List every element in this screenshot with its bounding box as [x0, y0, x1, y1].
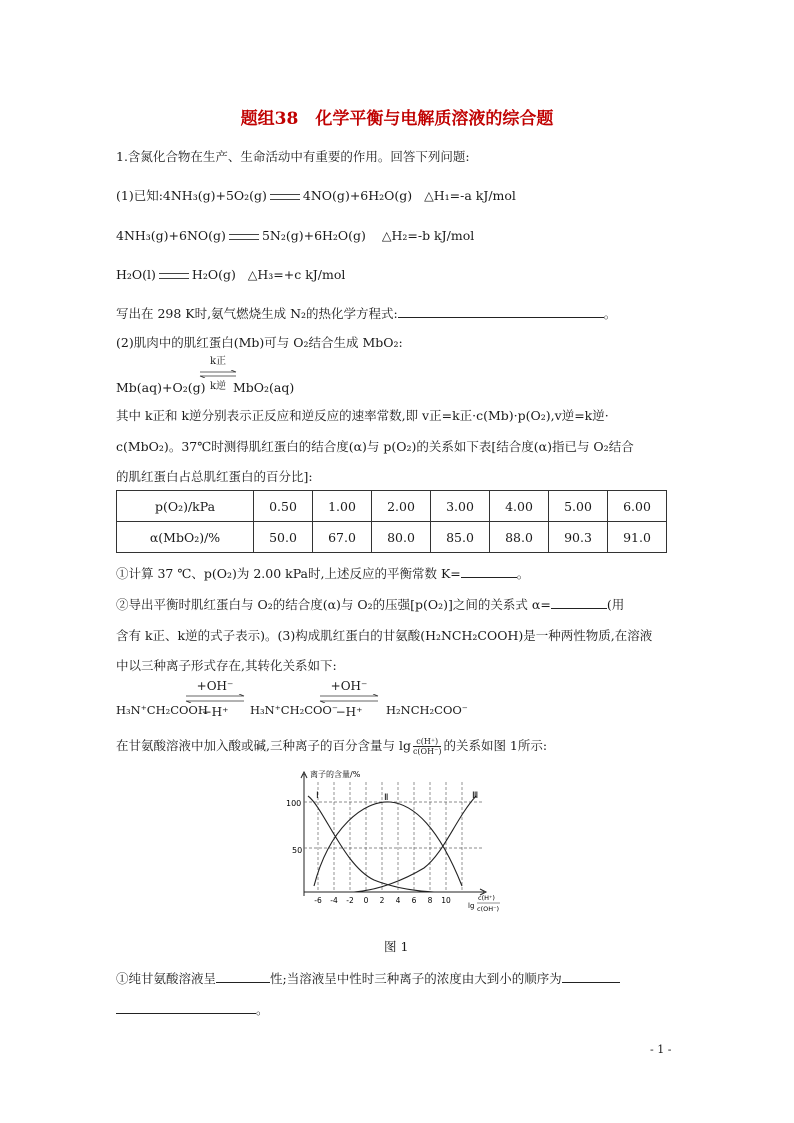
fraction-numerator: c(H⁺)	[413, 737, 441, 747]
answer-blank[interactable]	[461, 565, 517, 578]
sub-question-3-line-2	[116, 1000, 269, 1018]
arrow-bottom-label: −H⁺	[335, 705, 363, 719]
sub-question-3	[116, 969, 620, 987]
x-axis-label-denominator: c(OH⁻)	[477, 905, 500, 913]
table-cell: 2.00	[372, 491, 431, 522]
sub-question-2-line-2: 含有 k正、k逆的式子表示)。(3)构成肌红蛋白的甘氨酸(H₂NCH₂COOH)是一种两性物质,在溶液	[116, 628, 653, 643]
curve-I	[308, 796, 434, 892]
curve-label: Ⅰ	[316, 791, 319, 801]
equation-4-left: Mb(aq)+O₂(g)	[116, 380, 206, 395]
equation-2	[116, 228, 474, 243]
table-cell: 50.0	[254, 522, 313, 553]
table-cell: 3.00	[431, 491, 490, 522]
sub-question-2	[116, 595, 624, 613]
table-cell: 85.0	[431, 522, 490, 553]
table-header-cell: p(O₂)/kPa	[117, 491, 254, 522]
k-forward-label: k正	[209, 356, 227, 367]
equilibrium-arrows-icon	[184, 694, 246, 703]
answer-blank[interactable]	[116, 1001, 256, 1014]
table-cell: 4.00	[490, 491, 549, 522]
x-tick-label: -2	[346, 896, 354, 905]
ion-1: H₃N⁺CH₂COOH	[116, 703, 208, 717]
x-axis-label-prefix: lg	[468, 902, 475, 910]
paragraph-line-1: 其中 k正和 k逆分别表示正反应和逆反应的速率常数,即 v正=k正·c(Mb)·p(O₂),v逆=k逆·	[116, 408, 609, 423]
equation-2-enthalpy: △H₂=-b kJ/mol	[381, 228, 475, 243]
y-tick-label: 100	[286, 799, 302, 808]
x-tick-label: 10	[441, 896, 451, 905]
sub-question-2-tail: (用	[606, 597, 625, 612]
period: 。	[256, 1002, 269, 1017]
x-tick-label: 6	[411, 896, 417, 905]
x-tick-label: 8	[427, 896, 433, 905]
conversion-arrow-1	[184, 680, 246, 718]
table-cell: 1.00	[313, 491, 372, 522]
part-2-intro: (2)肌肉中的肌红蛋白(Mb)可与 O₂结合生成 MbO₂:	[116, 335, 403, 350]
figure-intro-tail: 的关系如图 1所示:	[443, 738, 548, 753]
equation-3-enthalpy: △H₃=+c kJ/mol	[247, 267, 346, 282]
grid-lines	[304, 782, 484, 892]
answer-blank[interactable]	[551, 596, 607, 609]
equation-3	[116, 267, 345, 282]
equation-4-right: MbO₂(aq)	[233, 380, 295, 395]
table-cell: 88.0	[490, 522, 549, 553]
part-1-label: (1)已知:	[116, 188, 163, 203]
arrow-top-label: +OH⁻	[330, 679, 368, 693]
table-cell: 80.0	[372, 522, 431, 553]
arrow-top-label: +OH⁻	[196, 679, 234, 693]
fraction-denominator: c(OH⁻)	[412, 747, 442, 756]
paragraph-line-2: c(MbO₂)。37℃时测得肌红蛋白的结合度(α)与 p(O₂)的关系如下表[结合度(α)指已与 O₂结合	[116, 439, 634, 454]
x-tick-label: -6	[314, 896, 322, 905]
paragraph-line-3: 的肌红蛋白占总肌红蛋白的百分比]:	[116, 469, 313, 484]
sub-question-3-text: ①纯甘氨酸溶液呈	[116, 971, 217, 986]
ion-2: H₃N⁺CH₂COO⁻	[250, 703, 338, 717]
x-tick-label: 2	[379, 896, 385, 905]
curve-label: Ⅲ	[472, 791, 479, 801]
table-cell: 67.0	[313, 522, 372, 553]
sub-question-1-text: ①计算 37 ℃、p(O₂)为 2.00 kPa时,上述反应的平衡常数 K=	[116, 566, 461, 581]
equals-sign	[270, 194, 300, 200]
page-title: 题组38 化学平衡与电解质溶液的综合题	[240, 109, 554, 129]
curve-III	[354, 796, 476, 892]
curve-label: Ⅱ	[384, 793, 389, 803]
x-tick-label: 0	[363, 896, 369, 905]
answer-blank[interactable]	[216, 970, 270, 983]
table-cell: 91.0	[608, 522, 667, 553]
question-1-intro: 1.含氮化合物在生产、生命活动中有重要的作用。回答下列问题:	[116, 149, 470, 164]
equation-1-enthalpy: △H₁=-a kJ/mol	[424, 188, 516, 203]
data-table	[116, 490, 667, 553]
table-row	[117, 491, 667, 522]
x-tick-labels	[314, 896, 451, 905]
equals-sign	[159, 273, 189, 279]
equation-2-left: 4NH₃(g)+6NO(g)	[116, 228, 226, 243]
ion-content-figure	[284, 768, 510, 926]
sub-question-2-text: ②导出平衡时肌红蛋白与 O₂的结合度(α)与 O₂的压强[p(O₂)]之间的关系式 α=	[116, 597, 551, 612]
figure-caption: 图 1	[384, 939, 409, 954]
equilibrium-arrows-icon	[318, 694, 380, 703]
conversion-arrow-2	[318, 680, 380, 718]
sub-question-1	[116, 564, 529, 582]
equation-1	[116, 186, 516, 204]
table-cell: 6.00	[608, 491, 667, 522]
equation-1-left: 4NH₃(g)+5O₂(g)	[162, 188, 267, 203]
x-tick-label: 4	[395, 896, 401, 905]
arrow-bottom-label: −H⁺	[201, 705, 229, 719]
table-cell: 0.50	[254, 491, 313, 522]
figure-intro-text: 在甘氨酸溶液中加入酸或碱,三种离子的百分含量与 lg	[116, 738, 411, 753]
equation-3-right: H₂O(g)	[191, 267, 236, 282]
y-tick-label: 50	[292, 846, 303, 855]
question-1-prompt	[116, 304, 616, 322]
question-1-text: 写出在 298 K时,氨气燃烧生成 N₂的热化学方程式:	[116, 306, 398, 321]
sub-question-3-mid: 性;当溶液呈中性时三种离子的浓度由大到小的顺序为	[270, 971, 562, 986]
k-reverse-label: k逆	[209, 381, 227, 392]
curve-II	[314, 802, 462, 886]
y-axis-label: 离子的含量/%	[310, 770, 361, 779]
x-tick-label: -4	[330, 896, 338, 905]
x-axis-label-numerator: c(H⁺)	[478, 894, 495, 902]
figure-intro	[116, 736, 547, 756]
equilibrium-arrows-icon	[198, 370, 238, 378]
equation-3-left: H₂O(l)	[116, 267, 156, 282]
table-cell: 90.3	[549, 522, 608, 553]
equation-2-right: 5N₂(g)+6H₂O(g)	[261, 228, 366, 243]
equals-sign	[229, 234, 259, 240]
fraction	[413, 737, 441, 756]
period: 。	[603, 306, 617, 321]
answer-blank[interactable]	[398, 305, 604, 318]
table-cell: 5.00	[549, 491, 608, 522]
period: 。	[516, 566, 530, 581]
answer-blank[interactable]	[562, 970, 620, 983]
table-header-cell: α(MbO₂)/%	[117, 522, 254, 553]
table-row	[117, 522, 667, 553]
ion-3: H₂NCH₂COO⁻	[386, 703, 468, 717]
sub-question-2-line-3: 中以三种离子形式存在,其转化关系如下:	[116, 658, 337, 673]
equation-1-right: 4NO(g)+6H₂O(g)	[302, 188, 413, 203]
page-number: - 1 -	[650, 1043, 672, 1056]
